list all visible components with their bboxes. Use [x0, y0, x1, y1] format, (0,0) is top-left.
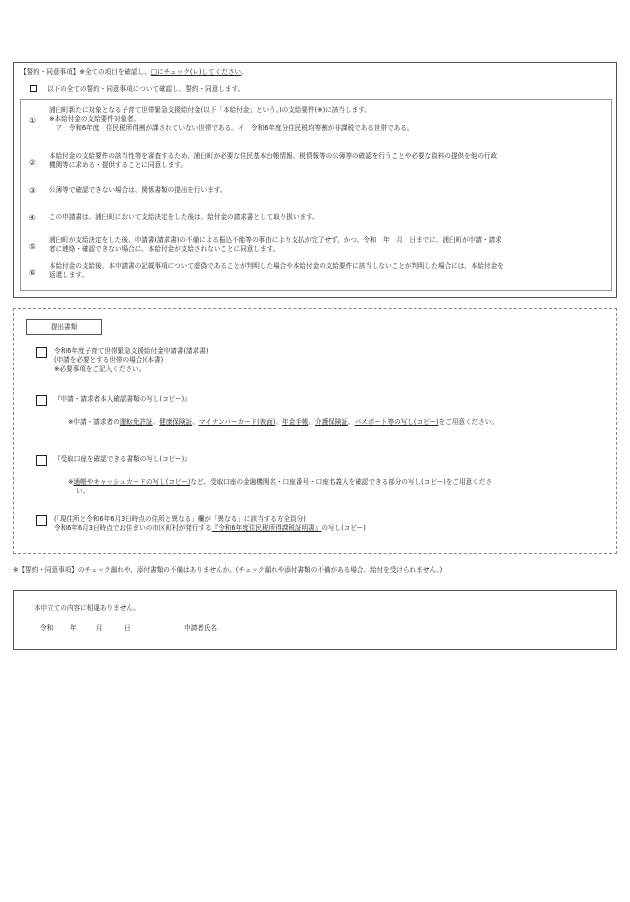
- document-subtitle: (申請を必要とする世帯の場合)(本書): [54, 355, 164, 364]
- pledge-item-text: 返還します。: [49, 270, 89, 279]
- pledge-item-number: ④: [29, 213, 36, 222]
- document-item: [36, 515, 596, 533]
- document-checkbox[interactable]: [36, 455, 47, 466]
- pledge-item: [29, 186, 605, 195]
- pledge-item-number: ⑤: [29, 242, 36, 251]
- date-year-field[interactable]: 年: [70, 624, 77, 632]
- pledge-item-number: ⑥: [29, 268, 36, 277]
- document-item: [36, 455, 596, 496]
- pledge-item-text: 浦臼町新たに対象となる子育て世帯緊急支援給付金(以下「本給付金」という。)の支給要件(※)に該当します。: [49, 106, 371, 114]
- pledge-section: [13, 62, 617, 298]
- pledge-item-text: 機関等に求める・提供することに同意します。: [49, 160, 187, 169]
- caution-note: ※【誓約・同意事項】のチェック漏れや、添付書類の不備はありませんか。(チェック漏れや添付書類の不備がある場合、給付を受けられません。): [13, 566, 443, 574]
- pledge-item-text: ※本給付金の支給要件対象者。: [49, 114, 141, 123]
- document-title: 『申請・請求者本人確認書類の写し(コピー)』: [54, 395, 191, 403]
- documents-label: 提出書類: [26, 319, 102, 335]
- pledge-item: [29, 262, 605, 280]
- documents-section: [13, 308, 617, 554]
- pledge-item-text: 本給付金の支給後、本申請書の記載事項について虚偽であることが判明した場合や本給付金の支給要件に該当しないことが判明した場合には、本給付金を: [49, 262, 504, 270]
- pledge-item: [29, 152, 605, 170]
- signature-date-row: [40, 624, 217, 633]
- pledge-items: [20, 99, 612, 291]
- applicant-name-field[interactable]: 申請者氏名: [184, 624, 217, 632]
- pledge-heading-instruction: □にチェック(レ)してください: [150, 68, 242, 76]
- document-title: 令和6年度子育て世帯緊急支援給付金申請書(請求書): [54, 347, 209, 355]
- pledge-item-text: この申請書は、浦臼町において支給決定をした後は、給付金の請求書として取り扱います。: [49, 213, 319, 221]
- date-month-field[interactable]: 月: [96, 624, 103, 632]
- document-checkbox[interactable]: [36, 515, 47, 526]
- document-note: ※申請・請求者の運転免許証、健康保険証、マイナンバーカード(表面)、年金手帳、介護保険証、パスポート等の写し(コピー)をご用意ください。: [68, 417, 498, 426]
- pledge-item-text: 本給付金の支給要件の該当性等を審査するため、浦臼町が必要な住民基本台帳情報、税情報等の公簿等の確認を行うことや必要な資料の提供を他の行政: [49, 152, 498, 160]
- document-checkbox[interactable]: [36, 395, 47, 406]
- pledge-item-text: ア 令和6年度 住民税所得割が課されていない世帯である。イ 令和6年度分住民税均等割が非課税である世帯である。: [49, 123, 414, 132]
- pledge-item-number: ①: [29, 116, 36, 125]
- pledge-item-text: 公簿等で確認できない場合は、関係書類の提出を行います。: [49, 186, 227, 194]
- pledge-item-text: 者に連絡・確認できない場合に、本給付金が支給されないことに同意します。: [49, 244, 280, 253]
- date-era: 令和: [40, 624, 54, 632]
- pledge-item: [29, 106, 605, 133]
- pledge-item: [29, 236, 605, 254]
- document-note: 令和6年6月3日時点でお住まいの市区町村が発行する『令和6年度住民税所得課税証明書』の写し(コピー): [54, 523, 366, 532]
- pledge-item: [29, 213, 605, 222]
- pledge-item-number: ②: [29, 158, 36, 167]
- pledge-agree-checkbox[interactable]: [30, 85, 37, 92]
- pledge-heading-end: 。: [241, 68, 248, 76]
- pledge-agree-label: 以下の全ての誓約・同意事項について確認し、誓約・同意します。: [47, 85, 245, 93]
- pledge-item-number: ③: [29, 186, 36, 195]
- date-day-field[interactable]: 日: [124, 624, 131, 632]
- document-note: ※必要事項をご記入ください。: [54, 364, 146, 373]
- pledge-agree-row: [30, 85, 244, 94]
- document-title: (「現住所と令和6年6月3日時点の住所と異なる」欄が「異なる」に該当する方全員分): [54, 515, 306, 523]
- document-note-continued: い。: [76, 486, 90, 495]
- document-item: [36, 395, 596, 427]
- document-note: ※通帳やキャッシュカードの写し(コピー)など、受取口座の金融機関名・口座番号・口座名義人を確認できる部分の写し(コピー)をご用意くださ: [68, 477, 492, 486]
- signature-section: [13, 590, 617, 650]
- document-checkbox[interactable]: [36, 347, 47, 358]
- pledge-item-text: 浦臼町が支給決定をした後、申請書(請求書)の不備による振込不能等の事由により支払が完了せず、かつ、令和 年 月 日までに、浦臼町が申請・請求: [49, 236, 502, 244]
- pledge-heading-text: 【誓約・同意事項】※全ての項目を確認し、: [20, 68, 151, 76]
- pledge-heading: [20, 68, 248, 77]
- document-title: 『受取口座を確認できる書類の写し(コピー)』: [54, 455, 191, 463]
- signature-statement: 本申立ての内容に相違ありません。: [34, 604, 140, 612]
- document-item: [36, 347, 596, 374]
